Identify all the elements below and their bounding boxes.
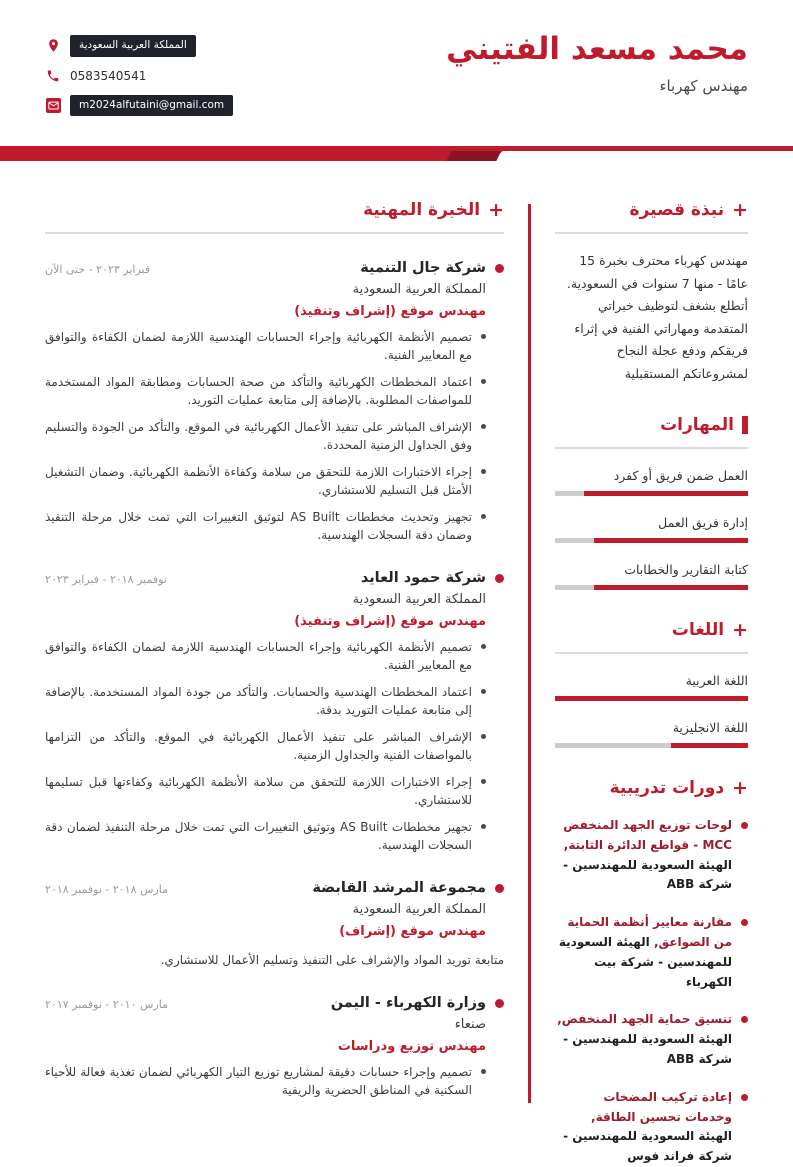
job-entry xyxy=(45,570,504,854)
job-bullet xyxy=(45,508,486,544)
course-text xyxy=(555,816,732,895)
job-location: المملكة العربية السعودية xyxy=(352,592,486,607)
bullet-dot-icon xyxy=(481,824,486,829)
bullet-text: الإشراف المباشر على تنفيذ الأعمال الكهربائية في الموقع. والتأكد من التزامها بالمواصفات الفنية والجداول الزمنية. xyxy=(45,730,472,762)
job-head xyxy=(45,260,504,276)
ribbon-line xyxy=(0,146,793,151)
course-name: إعادة تركيب المضخات وخدمات تحسين الطاقة, xyxy=(591,1089,732,1124)
bullet-text: تجهيز مخططات AS Built وتوثيق التغييرات التي تمت خلال مرحلة التنفيذ لضمان دقة السجلات الهندسية. xyxy=(45,820,472,852)
course-org: الهيئة السعودية للمهندسين - شركة ABB xyxy=(563,1032,732,1066)
contact-phone-text: 0583540541 xyxy=(70,68,147,83)
heading-underline xyxy=(45,232,504,234)
course-org: الهيئة السعودية للمهندسين - شركة فراند فوس xyxy=(563,1129,732,1164)
course-text xyxy=(555,913,732,992)
job-dates: نوفمبر ٢٠١٨ - فبراير ٢٠٢٣ xyxy=(45,573,167,586)
contact-email xyxy=(45,95,233,117)
experience-column xyxy=(45,200,504,1103)
skill-progress-bar xyxy=(555,538,748,543)
plus-icon: + xyxy=(732,776,748,799)
skill-label: العمل ضمن فريق أو كفرد xyxy=(613,468,748,483)
courses-heading xyxy=(555,778,748,798)
heading-underline xyxy=(555,652,748,654)
bullet-text: تصميم الأنظمة الكهربائية وإجراء الحسابات الهندسية اللازمة لضمان الكفاءة والتوافق مع المعايير الفنية. xyxy=(45,640,472,672)
job-bullet xyxy=(45,463,486,499)
section-courses xyxy=(555,778,748,1167)
content xyxy=(45,198,748,1164)
section-skills xyxy=(555,415,748,590)
job-role: مهندس توزيع ودراسات xyxy=(337,1039,486,1054)
skill-item xyxy=(555,515,748,543)
job-location: صنعاء xyxy=(454,1017,486,1032)
sidebar xyxy=(555,198,748,1164)
bullet-dot-icon xyxy=(481,424,486,429)
about-title: نبذة قصيرة xyxy=(629,200,725,220)
company-name: شركة جال التنمية xyxy=(360,260,486,276)
job-bullet xyxy=(45,328,486,364)
candidate-title: مهندس كهرباء xyxy=(659,76,748,95)
bar-marker-icon xyxy=(742,416,748,434)
course-item xyxy=(555,913,748,992)
job-bullets xyxy=(45,1063,486,1099)
bullet-text: تجهيز وتحديث مخططات AS Built لتوثيق التغييرات التي تمت خلال مرحلة التنفيذ وضمان دقة السجلات الهندسية. xyxy=(45,510,472,542)
experience-title: الخبرة المهنية xyxy=(363,200,481,220)
section-about xyxy=(555,200,748,385)
skill-progress-bar xyxy=(555,585,748,590)
skill-progress-bar xyxy=(555,491,748,496)
job-bullets xyxy=(45,328,486,544)
job-entry xyxy=(45,260,504,544)
name-block xyxy=(446,30,748,95)
contact-location-text: المملكة العربية السعودية xyxy=(70,35,196,57)
language-progress-bar xyxy=(555,696,748,701)
heading-underline xyxy=(555,447,748,449)
language-label: اللغة الانجليزية xyxy=(672,720,748,735)
course-name: تنسيق حماية الجهد المنخفض, xyxy=(557,1012,732,1027)
job-head xyxy=(45,570,504,586)
bullet-dot-icon xyxy=(481,514,486,519)
job-bullet xyxy=(45,373,486,409)
job-bullet xyxy=(45,418,486,454)
bullet-dot-icon xyxy=(481,779,486,784)
contact-location xyxy=(45,35,233,57)
heading-underline xyxy=(555,232,748,234)
course-item xyxy=(555,816,748,895)
course-name: مقارنة معايير أنظمة الحماية من الصواعق, xyxy=(567,915,732,949)
experience-heading xyxy=(45,200,504,220)
skill-progress-fill xyxy=(594,538,748,543)
bullet-text: اعتماد المخططات الكهربائية والتأكد من صحة الحسابات ومطابقة المواد المستخدمة للمواصفات المطلوبة. بالإضافة إلى متابعة عمليات التوريد. xyxy=(45,375,472,407)
job-entry xyxy=(45,995,504,1099)
language-label: اللغة العربية xyxy=(685,673,748,688)
candidate-name: محمد مسعد الفتيني xyxy=(446,31,748,67)
job-bullet xyxy=(45,773,486,809)
job-role: مهندس موقع (إشراف) xyxy=(339,924,486,939)
job-bullet xyxy=(45,818,486,854)
phone-icon xyxy=(45,68,61,84)
plus-icon: + xyxy=(732,618,748,641)
plus-icon: + xyxy=(732,198,748,221)
contact-email-text: m2024alfutaini@gmail.com xyxy=(70,95,233,117)
bullet-dot-icon xyxy=(495,999,504,1008)
contact-phone xyxy=(45,68,233,84)
course-org: الهيئة السعودية للمهندسين - شركة بيت الكهرباء xyxy=(558,934,732,989)
plus-icon: + xyxy=(488,198,504,221)
language-progress-bar xyxy=(555,743,748,748)
bullet-dot-icon xyxy=(495,884,504,893)
bullet-dot-icon xyxy=(481,1069,486,1074)
bullet-dot-icon xyxy=(741,1094,748,1101)
bullet-dot-icon xyxy=(481,469,486,474)
about-heading xyxy=(555,200,748,220)
company-wrap xyxy=(360,260,504,276)
skill-item xyxy=(555,468,748,496)
bullet-text: إجراء الاختبارات اللازمة للتحقق من سلامة وكفاءة الأنظمة الكهربائية. وضمان التشغيل الأمثل قبل التسليم للاستشاري. xyxy=(45,465,472,497)
bullet-dot-icon xyxy=(741,1016,748,1023)
job-location: المملكة العربية السعودية xyxy=(352,282,486,297)
course-text xyxy=(555,1088,732,1167)
job-bullets xyxy=(45,638,486,854)
bullet-dot-icon xyxy=(741,919,748,926)
language-item xyxy=(555,673,748,701)
company-name: وزارة الكهرباء - اليمن xyxy=(330,995,486,1011)
language-item xyxy=(555,720,748,748)
bullet-dot-icon xyxy=(481,734,486,739)
bullet-text: تصميم وإجراء حسابات دقيقة لمشاريع توزيع التيار الكهربائي لضمان تغذية فعالة للأحياء السكنية في المناطق الحضرية والريفية xyxy=(45,1065,472,1097)
company-name: مجموعة المرشد القابضة xyxy=(312,880,486,896)
course-org: الهيئة السعودية للمهندسين - شركة ABB xyxy=(563,857,732,892)
language-progress-fill xyxy=(555,696,748,701)
job-bullet xyxy=(45,728,486,764)
languages-heading xyxy=(555,620,748,640)
company-wrap xyxy=(331,995,504,1011)
job-role: مهندس موقع (إشراف وتنفيذ) xyxy=(294,614,486,629)
bullet-dot-icon xyxy=(481,379,486,384)
skill-item xyxy=(555,562,748,590)
bullet-dot-icon xyxy=(481,689,486,694)
job-bullet xyxy=(45,638,486,674)
bullet-dot-icon xyxy=(481,644,486,649)
skill-label: إدارة فريق العمل xyxy=(658,515,748,530)
skills-title: المهارات xyxy=(660,415,734,435)
courses-title: دورات تدريبية xyxy=(609,778,725,798)
skill-progress-fill xyxy=(584,491,748,496)
location-pin-icon xyxy=(45,38,61,54)
about-text: مهندس كهرباء محترف بخبرة 15 عامًا - منها 7 سنوات في السعودية. أتطلع بشغف لتوظيف خبراتي المتقدمة ومهاراتي الفنية في إثراء فريقكم ودفع عجلة النجاح لمشروعاتكم المستقبلية xyxy=(566,253,748,381)
header-ribbon xyxy=(0,146,793,162)
skill-label: كتابة التقارير والخطابات xyxy=(624,562,748,577)
job-location: المملكة العربية السعودية xyxy=(352,902,486,917)
company-wrap xyxy=(312,880,504,896)
skills-heading xyxy=(555,415,748,435)
bullet-dot-icon xyxy=(741,822,748,829)
course-item xyxy=(555,1010,748,1069)
job-dates: مارس ٢٠١٠ - نوفمبر ٢٠١٧ xyxy=(45,998,168,1011)
job-head xyxy=(45,880,504,896)
job-bullet xyxy=(45,683,486,719)
skill-progress-fill xyxy=(594,585,748,590)
bullet-dot-icon xyxy=(495,574,504,583)
job-dates: فبراير ٢٠٢٣ - حتى الآن xyxy=(45,263,151,276)
bullet-dot-icon xyxy=(495,264,504,273)
course-name: لوحات توزيع الجهد المنخفض MCC - قواطع الدائرة الثابتة, xyxy=(563,818,732,852)
bullet-dot-icon xyxy=(481,334,486,339)
bullet-text: الإشراف المباشر على تنفيذ الأعمال الكهربائية في الموقع. والتأكد من الجودة والتسليم وفق الجداول الزمنية المحددة. xyxy=(45,420,472,452)
section-languages xyxy=(555,620,748,748)
contact-block xyxy=(45,30,233,127)
language-progress-fill xyxy=(671,743,748,748)
languages-title: اللغات xyxy=(671,620,725,640)
email-icon xyxy=(45,97,61,113)
job-bullet xyxy=(45,1063,486,1099)
bullet-text: تصميم الأنظمة الكهربائية وإجراء الحسابات الهندسية اللازمة لضمان الكفاءة والتوافق مع المعايير الفنية. xyxy=(45,330,472,362)
bullet-text: اعتماد المخططات الهندسية والحسابات. والتأكد من جودة المواد المستخدمة. بالإضافة إلى متابعة عمليات التوريد بدقة. xyxy=(45,685,472,717)
course-item xyxy=(555,1088,748,1167)
job-dates: مارس ٢٠١٨ - نوفمبر ٢٠١٨ xyxy=(45,883,168,896)
company-wrap xyxy=(361,570,504,586)
header xyxy=(0,0,793,127)
bullet-text: إجراء الاختبارات اللازمة للتحقق من سلامة الأنظمة الكهربائية وكفاءتها قبل تسليمها للاستشاري. xyxy=(45,775,472,807)
column-divider xyxy=(528,204,531,1103)
job-head xyxy=(45,995,504,1011)
job-role: مهندس موقع (إشراف وتنفيذ) xyxy=(294,304,486,319)
job-note: متابعة توريد المواد والإشراف على التنفيذ وتسليم الأعمال للاستشاري. xyxy=(160,953,504,967)
company-name: شركة حمود العايد xyxy=(360,570,486,586)
job-entry xyxy=(45,880,504,969)
course-text xyxy=(555,1010,732,1069)
